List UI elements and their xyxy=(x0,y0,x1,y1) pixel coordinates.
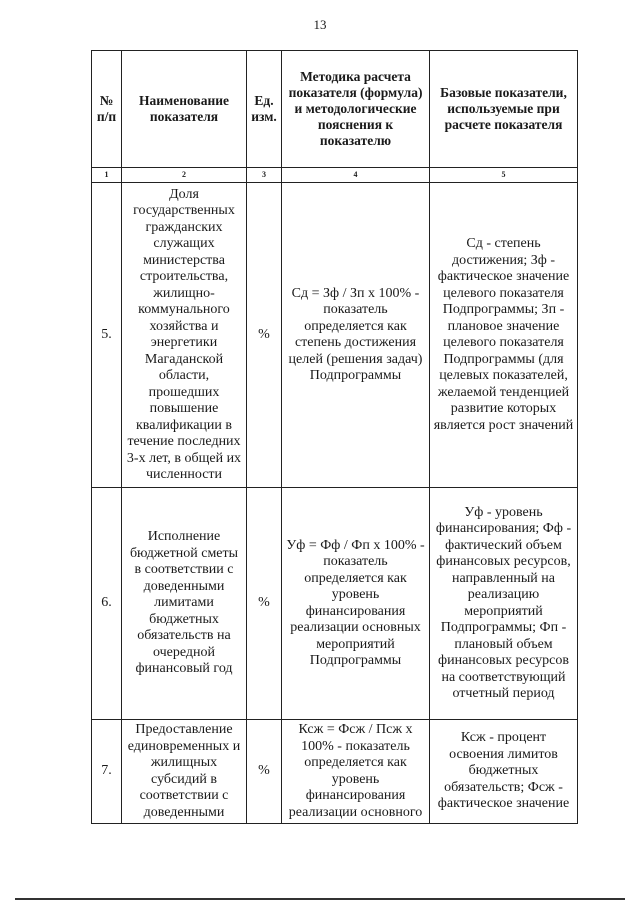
base-indicators: Ксж - процент освоения лимитов бюджетных обязательств; Фсж - фактическое значение xyxy=(430,720,578,824)
table-row xyxy=(92,720,578,824)
base-indicators: Сд - степень достижения; Зф - фактическое значение целевого показателя Подпрограммы; Зп - плановое значение целевого показателя Подпрограммы (для целевых показателей, желаемой тенденцией развитие которых является рост значений xyxy=(430,183,578,488)
row-number: 7. xyxy=(92,720,122,824)
page-number: 13 xyxy=(313,17,327,32)
indicators-table xyxy=(91,50,578,824)
unit: % xyxy=(247,720,282,824)
table-header-row xyxy=(92,51,578,168)
column-number: 1 xyxy=(92,168,122,183)
header-unit: Ед. изм. xyxy=(247,51,282,168)
calculation-method: Сд = Зф / Зп х 100% - показатель определяется как степень достижения целей (решения задач) Подпрограммы xyxy=(282,183,430,488)
header-method: Методика расчета показателя (формула) и методологические пояснения к показателю xyxy=(282,51,430,168)
header-name: Наименование показателя xyxy=(122,51,247,168)
column-number: 2 xyxy=(122,168,247,183)
unit: % xyxy=(247,488,282,720)
page-bottom-rule xyxy=(15,898,625,900)
table-row xyxy=(92,183,578,488)
table-row xyxy=(92,488,578,720)
calculation-method: Ксж = Фсж / Псж х 100% - показатель определяется как уровень финансирования реализации основного xyxy=(282,720,430,824)
unit: % xyxy=(247,183,282,488)
row-number: 6. xyxy=(92,488,122,720)
column-number: 4 xyxy=(282,168,430,183)
calculation-method: Уф = Фф / Фп х 100% - показатель определяется как уровень финансирования реализации основных мероприятий Подпрограммы xyxy=(282,488,430,720)
header-base: Базовые показатели, используемые при расчете показателя xyxy=(430,51,578,168)
header-number: № п/п xyxy=(92,51,122,168)
column-numbers-row xyxy=(92,168,578,183)
indicator-name: Доля государственных гражданских служащих министерства строительства, жилищно-коммунального хозяйства и энергетики Магаданской области, прошедших повышение квалификации в течение последних 3-х лет, в общей их численности xyxy=(122,183,247,488)
row-number: 5. xyxy=(92,183,122,488)
indicator-name: Исполнение бюджетной сметы в соответствии с доведенными лимитами бюджетных обязательств на очередной финансовый год xyxy=(122,488,247,720)
indicator-name: Предоставление единовременных и жилищных субсидий в соответствии с доведенными xyxy=(122,720,247,824)
column-number: 3 xyxy=(247,168,282,183)
column-number: 5 xyxy=(430,168,578,183)
base-indicators: Уф - уровень финансирования; Фф - фактический объем финансовых ресурсов, направленный на реализацию мероприятий Подпрограммы; Фп - плановый объем финансовых ресурсов на соответствующий отчетный период xyxy=(430,488,578,720)
